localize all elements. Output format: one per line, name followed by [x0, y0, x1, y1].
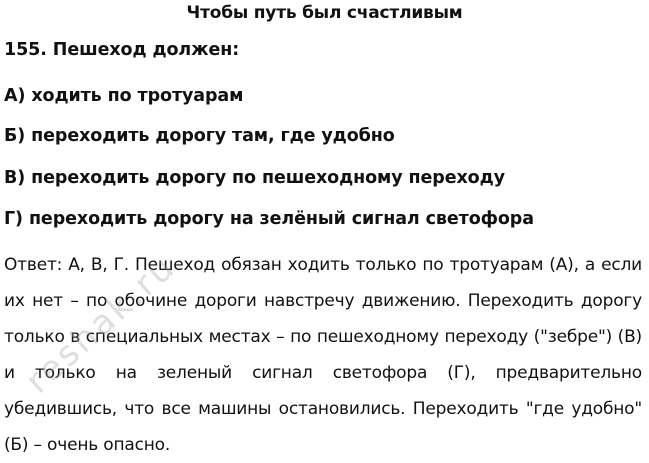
- watermark: reshak.ru: [18, 246, 184, 402]
- page-title: Чтобы путь был счастливым: [186, 3, 463, 23]
- option-a: А) ходить по тротуарам: [4, 86, 244, 106]
- option-g: Г) переходить дорогу на зелёный сигнал светофора: [4, 209, 534, 229]
- answer-text: Ответ: А, В, Г. Пешеход обязан ходить только по тротуарам (А), а если их нет – по обочине дороги навстречу движению. Переходить дорогу только в специальных местах – по пешеходному переходу ("зебре") (В) и только на зеленый сигнал светофора (Г), предварительно убедившись, что все машины остановились. Переходить "где удобно" (Б) – очень опасно.: [4, 255, 642, 455]
- option-b: Б) переходить дорогу там, где удобно: [4, 126, 395, 146]
- question-header: 155. Пешеход должен:: [4, 40, 240, 60]
- option-v: В) переходить дорогу по пешеходному переходу: [4, 168, 505, 188]
